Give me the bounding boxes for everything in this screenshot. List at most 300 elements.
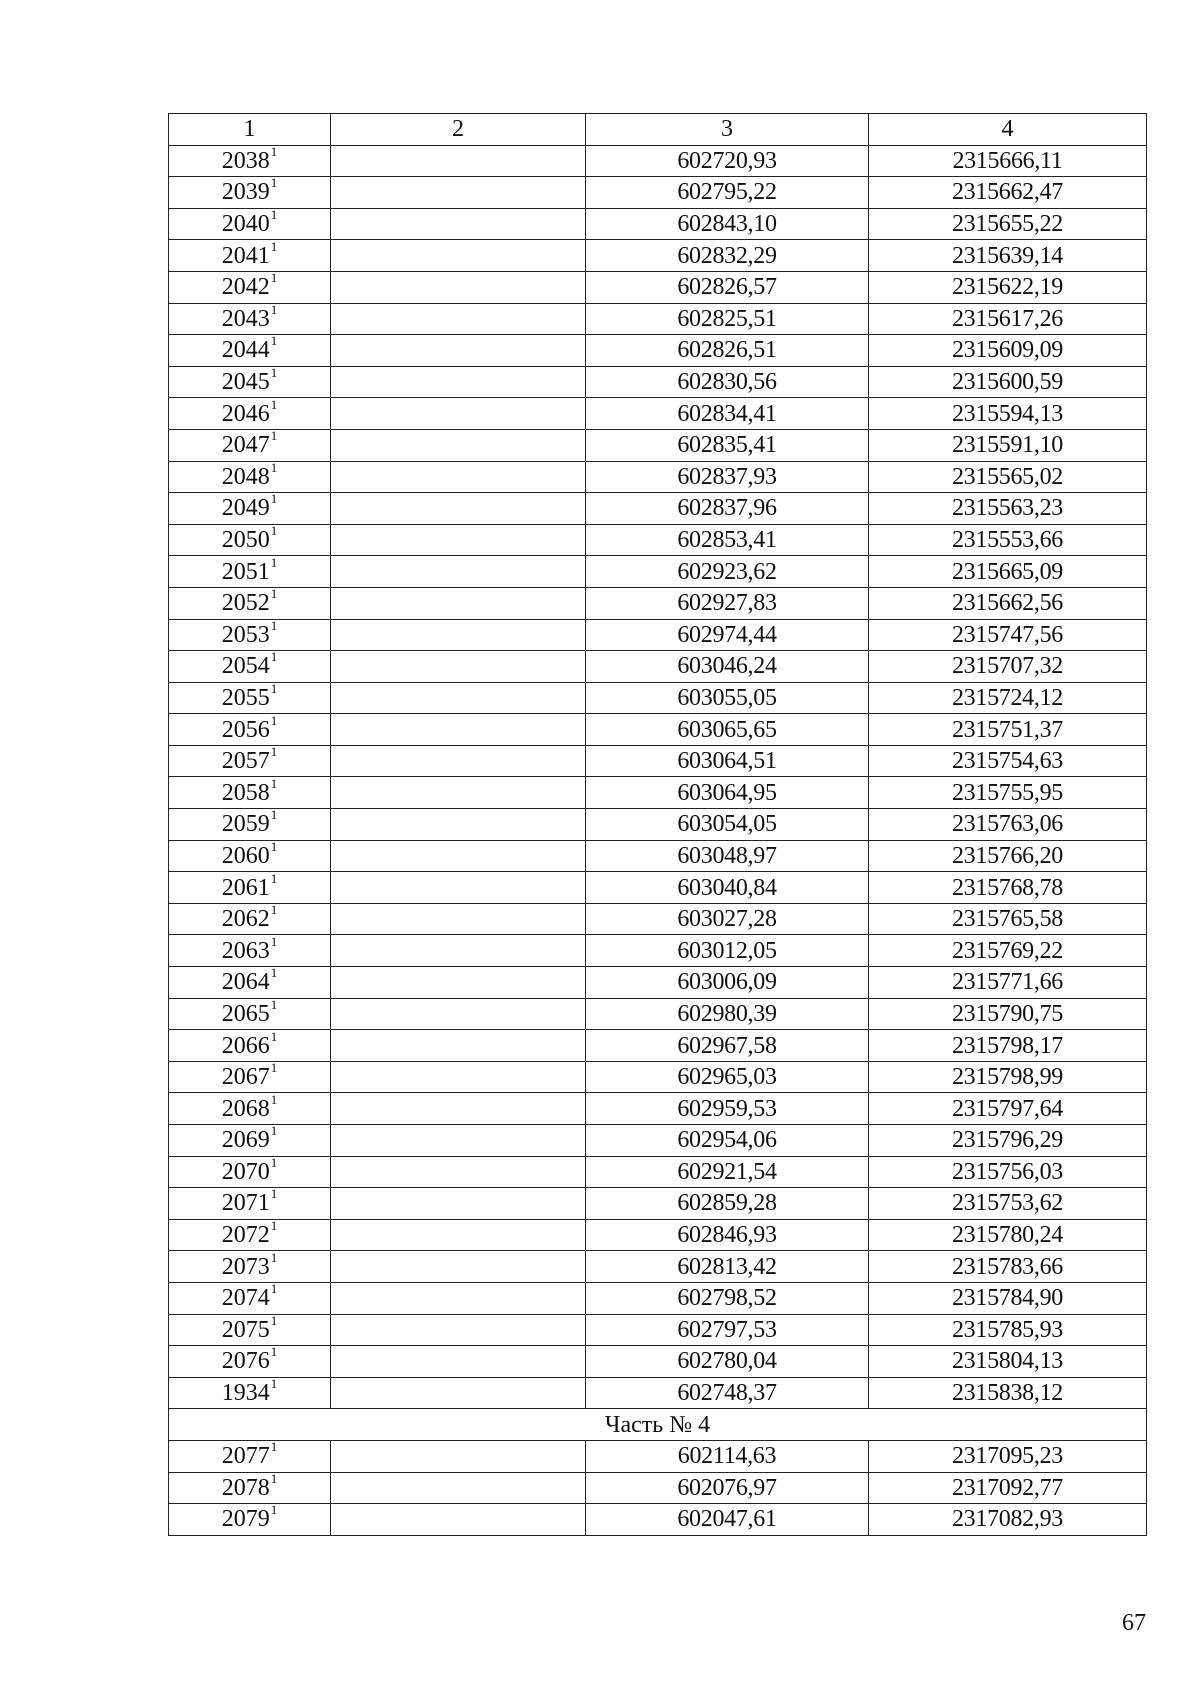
table-row xyxy=(169,493,1147,525)
y-coordinate-cell: 2315655,22 xyxy=(869,208,1147,240)
y-coordinate-cell: 2315756,03 xyxy=(869,1156,1147,1188)
y-coordinate-cell: 2315662,47 xyxy=(869,177,1147,209)
table-row xyxy=(169,903,1147,935)
table-row xyxy=(169,619,1147,651)
point-id-cell xyxy=(169,1314,331,1346)
y-coordinate-cell: 2315797,64 xyxy=(869,1093,1147,1125)
column-2-cell xyxy=(331,177,586,209)
table-row xyxy=(169,208,1147,240)
point-id-cell xyxy=(169,461,331,493)
column-2-cell xyxy=(331,777,586,809)
column-2-cell xyxy=(331,998,586,1030)
x-coordinate-cell: 602959,53 xyxy=(586,1093,869,1125)
column-2-cell xyxy=(331,208,586,240)
point-id: 2057 xyxy=(221,748,270,775)
header-cell: 3 xyxy=(586,114,869,146)
table-row xyxy=(169,1504,1147,1536)
x-coordinate-cell: 603006,09 xyxy=(586,967,869,999)
x-coordinate-cell: 602826,57 xyxy=(586,271,869,303)
point-id-cell xyxy=(169,1377,331,1409)
y-coordinate-cell: 2315765,58 xyxy=(869,903,1147,935)
point-id-cell xyxy=(169,745,331,777)
column-2-cell xyxy=(331,1188,586,1220)
point-id-superscript: 1 xyxy=(270,682,278,696)
x-coordinate-cell: 602927,83 xyxy=(586,587,869,619)
table-row xyxy=(169,1125,1147,1157)
y-coordinate-cell: 2315665,09 xyxy=(869,556,1147,588)
point-id-superscript: 1 xyxy=(270,334,278,349)
point-id: 2079 xyxy=(221,1506,270,1533)
point-id-superscript: 1 xyxy=(270,650,278,665)
x-coordinate-cell: 602826,51 xyxy=(586,335,869,367)
point-id-cell xyxy=(169,714,331,746)
point-id-cell xyxy=(169,809,331,841)
y-coordinate-cell: 2315707,32 xyxy=(869,651,1147,683)
x-coordinate-cell: 602921,54 xyxy=(586,1156,869,1188)
point-id: 2055 xyxy=(221,684,270,711)
x-coordinate-cell: 602825,51 xyxy=(586,303,869,335)
x-coordinate-cell: 602965,03 xyxy=(586,1061,869,1093)
x-coordinate-cell: 602797,53 xyxy=(586,1314,869,1346)
point-id-superscript: 1 xyxy=(270,998,278,1012)
y-coordinate-cell: 2315838,12 xyxy=(869,1377,1147,1409)
header-row xyxy=(169,114,1147,146)
header-cell: 1 xyxy=(169,114,331,146)
column-2-cell xyxy=(331,366,586,398)
y-coordinate-cell: 2315780,24 xyxy=(869,1219,1147,1251)
point-id-superscript: 1 xyxy=(270,966,278,981)
coordinates-table xyxy=(168,113,1147,1536)
x-coordinate-cell: 603027,28 xyxy=(586,903,869,935)
point-id-superscript: 1 xyxy=(270,1345,278,1360)
point-id-superscript: 1 xyxy=(270,461,278,475)
x-coordinate-cell: 603065,65 xyxy=(586,714,869,746)
point-id-cell xyxy=(169,1472,331,1504)
x-coordinate-cell: 602980,39 xyxy=(586,998,869,1030)
point-id: 2077 xyxy=(221,1443,270,1470)
column-2-cell xyxy=(331,240,586,272)
point-id-superscript: 1 xyxy=(270,176,278,191)
point-id-cell xyxy=(169,840,331,872)
column-2-cell xyxy=(331,1504,586,1536)
point-id: 2043 xyxy=(221,305,270,332)
y-coordinate-cell: 2315784,90 xyxy=(869,1282,1147,1314)
point-id-superscript: 1 xyxy=(270,208,278,223)
table-row xyxy=(169,429,1147,461)
table-row xyxy=(169,1188,1147,1220)
point-id-cell xyxy=(169,587,331,619)
y-coordinate-cell: 2315753,62 xyxy=(869,1188,1147,1220)
x-coordinate-cell: 602835,41 xyxy=(586,429,869,461)
point-id-cell xyxy=(169,145,331,177)
table-row xyxy=(169,461,1147,493)
x-coordinate-cell: 603012,05 xyxy=(586,935,869,967)
y-coordinate-cell: 2315785,93 xyxy=(869,1314,1147,1346)
point-id: 2056 xyxy=(221,716,270,743)
table-row xyxy=(169,1377,1147,1409)
column-2-cell xyxy=(331,1125,586,1157)
table-row xyxy=(169,1061,1147,1093)
table-row xyxy=(169,998,1147,1030)
point-id-cell xyxy=(169,335,331,367)
table-row xyxy=(169,714,1147,746)
point-id: 2061 xyxy=(221,874,270,901)
point-id: 2069 xyxy=(221,1127,270,1154)
point-id: 1934 xyxy=(221,1380,270,1407)
column-2-cell xyxy=(331,1061,586,1093)
header-cell: 4 xyxy=(869,114,1147,146)
x-coordinate-cell: 602813,42 xyxy=(586,1251,869,1283)
table-row xyxy=(169,651,1147,683)
point-id: 2054 xyxy=(221,653,270,680)
point-id-cell xyxy=(169,1219,331,1251)
y-coordinate-cell: 2315755,95 xyxy=(869,777,1147,809)
point-id-superscript: 1 xyxy=(270,1061,278,1076)
point-id: 2047 xyxy=(221,432,270,459)
column-2-cell xyxy=(331,1377,586,1409)
column-2-cell xyxy=(331,271,586,303)
point-id: 2038 xyxy=(221,147,270,174)
table-row xyxy=(169,745,1147,777)
y-coordinate-cell: 2315768,78 xyxy=(869,872,1147,904)
point-id: 2058 xyxy=(221,779,270,806)
point-id: 2053 xyxy=(221,621,270,648)
table-body xyxy=(169,114,1147,1536)
y-coordinate-cell: 2315622,19 xyxy=(869,271,1147,303)
point-id-superscript: 1 xyxy=(270,934,278,949)
point-id-superscript: 1 xyxy=(270,303,278,317)
column-2-cell xyxy=(331,587,586,619)
table-row xyxy=(169,872,1147,904)
point-id-superscript: 1 xyxy=(270,587,278,602)
column-2-cell xyxy=(331,903,586,935)
x-coordinate-cell: 602837,96 xyxy=(586,493,869,525)
table-row xyxy=(169,335,1147,367)
point-id-superscript: 1 xyxy=(270,1156,278,1170)
point-id: 2073 xyxy=(221,1253,270,1280)
point-id-cell xyxy=(169,240,331,272)
point-id-cell xyxy=(169,208,331,240)
point-id-superscript: 1 xyxy=(270,429,278,444)
y-coordinate-cell: 2317095,23 xyxy=(869,1440,1147,1472)
x-coordinate-cell: 603064,95 xyxy=(586,777,869,809)
column-2-cell xyxy=(331,840,586,872)
point-id: 2046 xyxy=(221,400,270,427)
table-row xyxy=(169,1251,1147,1283)
section-title: Часть № 4 xyxy=(169,1409,1147,1441)
point-id-superscript: 1 xyxy=(270,1124,278,1139)
point-id: 2039 xyxy=(221,179,270,206)
column-2-cell xyxy=(331,619,586,651)
page-number: 67 xyxy=(1122,1610,1146,1636)
table-row xyxy=(169,1219,1147,1251)
point-id-superscript: 1 xyxy=(270,1503,278,1518)
y-coordinate-cell: 2315563,23 xyxy=(869,493,1147,525)
table-row xyxy=(169,1346,1147,1378)
x-coordinate-cell: 602974,44 xyxy=(586,619,869,651)
point-id-cell xyxy=(169,619,331,651)
y-coordinate-cell: 2315591,10 xyxy=(869,429,1147,461)
point-id-superscript: 1 xyxy=(270,713,278,728)
point-id-superscript: 1 xyxy=(270,1029,278,1044)
table-row xyxy=(169,145,1147,177)
point-id: 2042 xyxy=(221,274,270,301)
y-coordinate-cell: 2315724,12 xyxy=(869,682,1147,714)
point-id-superscript: 1 xyxy=(270,524,278,539)
x-coordinate-cell: 602837,93 xyxy=(586,461,869,493)
column-2-cell xyxy=(331,1346,586,1378)
point-id-superscript: 1 xyxy=(270,366,278,381)
table-row xyxy=(169,524,1147,556)
point-id-cell xyxy=(169,429,331,461)
x-coordinate-cell: 602832,29 xyxy=(586,240,869,272)
point-id-cell xyxy=(169,398,331,430)
x-coordinate-cell: 602047,61 xyxy=(586,1504,869,1536)
point-id-superscript: 1 xyxy=(270,1219,278,1234)
x-coordinate-cell: 603046,24 xyxy=(586,651,869,683)
y-coordinate-cell: 2315751,37 xyxy=(869,714,1147,746)
x-coordinate-cell: 603054,05 xyxy=(586,809,869,841)
y-coordinate-cell: 2315771,66 xyxy=(869,967,1147,999)
column-2-cell xyxy=(331,651,586,683)
x-coordinate-cell: 602795,22 xyxy=(586,177,869,209)
point-id: 2052 xyxy=(221,590,270,617)
x-coordinate-cell: 602843,10 xyxy=(586,208,869,240)
column-2-cell xyxy=(331,682,586,714)
table-row xyxy=(169,1472,1147,1504)
x-coordinate-cell: 603055,05 xyxy=(586,682,869,714)
x-coordinate-cell: 602834,41 xyxy=(586,398,869,430)
x-coordinate-cell: 602798,52 xyxy=(586,1282,869,1314)
column-2-cell xyxy=(331,556,586,588)
x-coordinate-cell: 602720,93 xyxy=(586,145,869,177)
column-2-cell xyxy=(331,809,586,841)
point-id-cell xyxy=(169,524,331,556)
column-2-cell xyxy=(331,1156,586,1188)
point-id-superscript: 1 xyxy=(270,619,278,633)
table-row xyxy=(169,556,1147,588)
point-id-superscript: 1 xyxy=(270,840,278,854)
point-id: 2063 xyxy=(221,937,270,964)
column-2-cell xyxy=(331,1219,586,1251)
point-id-superscript: 1 xyxy=(270,145,278,159)
y-coordinate-cell: 2315594,13 xyxy=(869,398,1147,430)
point-id-cell xyxy=(169,967,331,999)
point-id: 2078 xyxy=(221,1474,270,1501)
point-id-cell xyxy=(169,872,331,904)
table-row xyxy=(169,303,1147,335)
point-id: 2040 xyxy=(221,211,270,238)
x-coordinate-cell: 602846,93 xyxy=(586,1219,869,1251)
x-coordinate-cell: 602076,97 xyxy=(586,1472,869,1504)
x-coordinate-cell: 602830,56 xyxy=(586,366,869,398)
point-id: 2048 xyxy=(221,463,270,490)
point-id: 2049 xyxy=(221,495,270,522)
column-2-cell xyxy=(331,429,586,461)
y-coordinate-cell: 2315662,56 xyxy=(869,587,1147,619)
point-id-superscript: 1 xyxy=(270,1092,278,1107)
point-id-superscript: 1 xyxy=(270,271,278,286)
point-id: 2076 xyxy=(221,1348,270,1375)
point-id-superscript: 1 xyxy=(270,903,278,918)
table-row xyxy=(169,777,1147,809)
y-coordinate-cell: 2315798,99 xyxy=(869,1061,1147,1093)
point-id: 2072 xyxy=(221,1222,270,1249)
y-coordinate-cell: 2315796,29 xyxy=(869,1125,1147,1157)
column-2-cell xyxy=(331,1251,586,1283)
point-id: 2062 xyxy=(221,906,270,933)
point-id-cell xyxy=(169,177,331,209)
point-id-cell xyxy=(169,366,331,398)
point-id-cell xyxy=(169,1504,331,1536)
x-coordinate-cell: 603064,51 xyxy=(586,745,869,777)
y-coordinate-cell: 2315798,17 xyxy=(869,1030,1147,1062)
y-coordinate-cell: 2315617,26 xyxy=(869,303,1147,335)
point-id: 2066 xyxy=(221,1032,270,1059)
point-id-superscript: 1 xyxy=(270,745,278,760)
point-id-cell xyxy=(169,303,331,335)
point-id-cell xyxy=(169,903,331,935)
table-row xyxy=(169,177,1147,209)
column-2-cell xyxy=(331,335,586,367)
table-row xyxy=(169,840,1147,872)
point-id-cell xyxy=(169,1125,331,1157)
table-row xyxy=(169,240,1147,272)
point-id-superscript: 1 xyxy=(270,397,278,412)
point-id-cell xyxy=(169,777,331,809)
point-id: 2067 xyxy=(221,1064,270,1091)
point-id-superscript: 1 xyxy=(270,555,278,570)
table-row xyxy=(169,1282,1147,1314)
point-id: 2059 xyxy=(221,811,270,838)
y-coordinate-cell: 2315790,75 xyxy=(869,998,1147,1030)
column-2-cell xyxy=(331,461,586,493)
column-2-cell xyxy=(331,303,586,335)
point-id-superscript: 1 xyxy=(270,1314,278,1328)
column-2-cell xyxy=(331,145,586,177)
y-coordinate-cell: 2317082,93 xyxy=(869,1504,1147,1536)
point-id-cell xyxy=(169,1188,331,1220)
y-coordinate-cell: 2315766,20 xyxy=(869,840,1147,872)
point-id-cell xyxy=(169,998,331,1030)
point-id-cell xyxy=(169,1061,331,1093)
point-id: 2051 xyxy=(221,558,270,585)
point-id-superscript: 1 xyxy=(270,808,278,823)
y-coordinate-cell: 2315763,06 xyxy=(869,809,1147,841)
section-title-row xyxy=(169,1409,1147,1441)
table-row xyxy=(169,1314,1147,1346)
table-row xyxy=(169,1093,1147,1125)
column-2-cell xyxy=(331,1030,586,1062)
point-id-cell xyxy=(169,935,331,967)
point-id-cell xyxy=(169,1030,331,1062)
y-coordinate-cell: 2315804,13 xyxy=(869,1346,1147,1378)
point-id-superscript: 1 xyxy=(270,239,278,254)
table-row xyxy=(169,682,1147,714)
y-coordinate-cell: 2315769,22 xyxy=(869,935,1147,967)
x-coordinate-cell: 602748,37 xyxy=(586,1377,869,1409)
column-2-cell xyxy=(331,1440,586,1472)
table-row xyxy=(169,1030,1147,1062)
x-coordinate-cell: 602967,58 xyxy=(586,1030,869,1062)
x-coordinate-cell: 602859,28 xyxy=(586,1188,869,1220)
point-id-cell xyxy=(169,1251,331,1283)
column-2-cell xyxy=(331,967,586,999)
point-id-cell xyxy=(169,651,331,683)
y-coordinate-cell: 2315553,66 xyxy=(869,524,1147,556)
column-2-cell xyxy=(331,493,586,525)
point-id-superscript: 1 xyxy=(270,1187,278,1202)
x-coordinate-cell: 603048,97 xyxy=(586,840,869,872)
y-coordinate-cell: 2315639,14 xyxy=(869,240,1147,272)
point-id: 2045 xyxy=(221,369,270,396)
table-row xyxy=(169,587,1147,619)
point-id-superscript: 1 xyxy=(270,1377,278,1392)
y-coordinate-cell: 2315600,59 xyxy=(869,366,1147,398)
point-id-cell xyxy=(169,1440,331,1472)
column-2-cell xyxy=(331,1472,586,1504)
column-2-cell xyxy=(331,398,586,430)
y-coordinate-cell: 2315609,09 xyxy=(869,335,1147,367)
column-2-cell xyxy=(331,745,586,777)
y-coordinate-cell: 2315747,56 xyxy=(869,619,1147,651)
x-coordinate-cell: 602114,63 xyxy=(586,1440,869,1472)
point-id-superscript: 1 xyxy=(270,871,278,886)
point-id-cell xyxy=(169,1346,331,1378)
point-id: 2065 xyxy=(221,1000,270,1027)
point-id-superscript: 1 xyxy=(270,1282,278,1297)
x-coordinate-cell: 602853,41 xyxy=(586,524,869,556)
x-coordinate-cell: 602954,06 xyxy=(586,1125,869,1157)
y-coordinate-cell: 2315754,63 xyxy=(869,745,1147,777)
table-row xyxy=(169,967,1147,999)
point-id: 2068 xyxy=(221,1095,270,1122)
column-2-cell xyxy=(331,714,586,746)
column-2-cell xyxy=(331,1314,586,1346)
point-id-cell xyxy=(169,1093,331,1125)
point-id: 2064 xyxy=(221,969,270,996)
point-id: 2075 xyxy=(221,1316,270,1343)
point-id-superscript: 1 xyxy=(270,1250,278,1265)
table-row xyxy=(169,1440,1147,1472)
point-id-cell xyxy=(169,1156,331,1188)
y-coordinate-cell: 2315666,11 xyxy=(869,145,1147,177)
point-id-superscript: 1 xyxy=(270,776,278,791)
point-id: 2041 xyxy=(221,242,270,269)
point-id-superscript: 1 xyxy=(270,1440,278,1455)
point-id-cell xyxy=(169,1282,331,1314)
table-row xyxy=(169,935,1147,967)
table-row xyxy=(169,398,1147,430)
column-2-cell xyxy=(331,1093,586,1125)
table-row xyxy=(169,809,1147,841)
point-id-cell xyxy=(169,271,331,303)
x-coordinate-cell: 602923,62 xyxy=(586,556,869,588)
column-2-cell xyxy=(331,524,586,556)
y-coordinate-cell: 2315783,66 xyxy=(869,1251,1147,1283)
column-2-cell xyxy=(331,935,586,967)
y-coordinate-cell: 2315565,02 xyxy=(869,461,1147,493)
point-id-cell xyxy=(169,682,331,714)
x-coordinate-cell: 602780,04 xyxy=(586,1346,869,1378)
point-id: 2070 xyxy=(221,1158,270,1185)
point-id: 2074 xyxy=(221,1285,270,1312)
y-coordinate-cell: 2317092,77 xyxy=(869,1472,1147,1504)
point-id-superscript: 1 xyxy=(270,492,278,507)
header-cell: 2 xyxy=(331,114,586,146)
point-id: 2050 xyxy=(221,527,270,554)
table-row xyxy=(169,366,1147,398)
